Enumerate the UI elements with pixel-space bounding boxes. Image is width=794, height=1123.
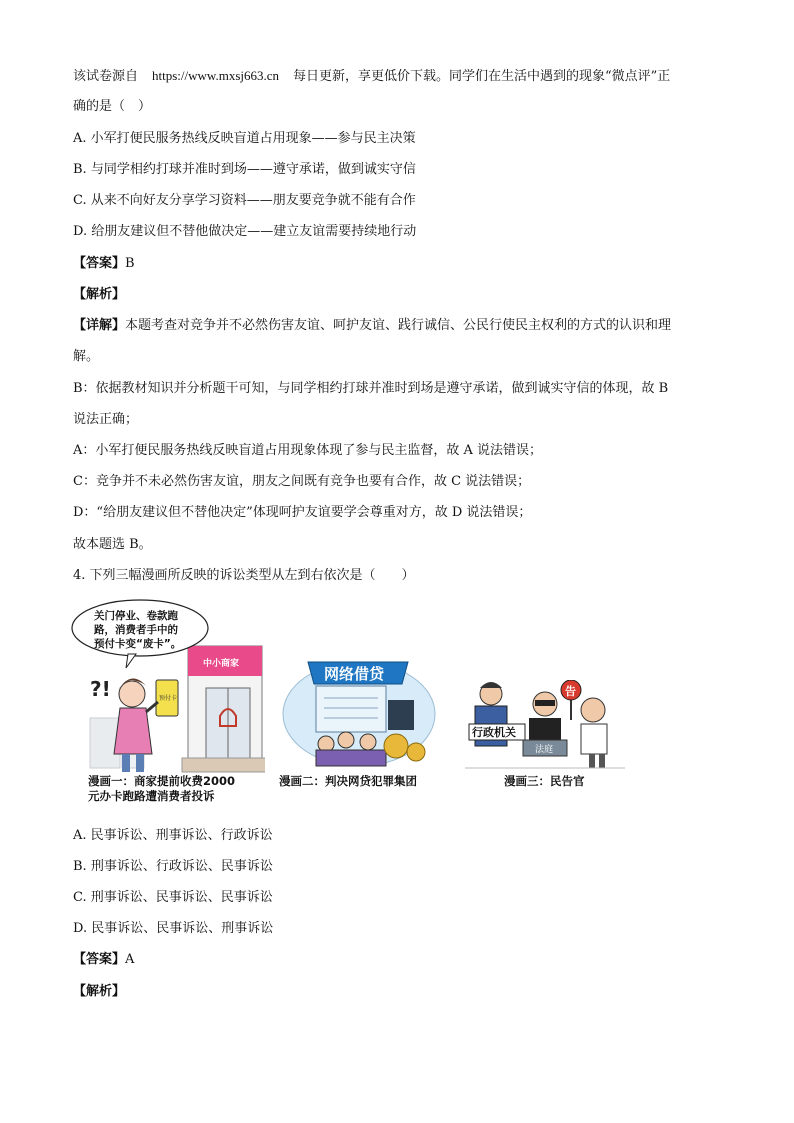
q3-stem-tail: 每日更新，享更低价下载。同学们在生活中遇到的现象“微点评”正 — [293, 69, 671, 84]
citizen-leg — [589, 754, 595, 768]
prepaid-card-text: 预付卡 — [159, 695, 178, 702]
q3-explain-line: B：依据教材知识并分析题干可知，与同学相约打球并准时到场是遵守承诺，做到诚实守信的体现，故 B — [73, 381, 669, 396]
official-hair — [480, 682, 502, 688]
q4-option-b: B. 刑事诉讼、行政诉讼、民事诉讼 — [73, 859, 273, 874]
person-head — [338, 732, 354, 748]
q4-option-a: A. 民事诉讼、刑事诉讼、行政诉讼 — [73, 828, 273, 843]
citizen-head — [581, 698, 605, 722]
answer-value: A — [125, 952, 135, 967]
q4-option-d: D. 民事诉讼、民事诉讼、刑事诉讼 — [73, 921, 274, 936]
q4-analysis-label: 【解析】 — [73, 984, 126, 999]
comic-1-illustration — [70, 598, 265, 778]
q3-explain-line: C：竞争并不未必然伤害友谊，朋友之间既有竞争也要有合作，故 C 说法错误； — [73, 474, 531, 489]
woman-leg — [122, 754, 130, 772]
bubble-line-3: 预付卡变“废卡”。 — [94, 638, 182, 650]
sue-sign-text: 告 — [565, 685, 576, 698]
person-head — [360, 734, 376, 750]
citizen-leg — [599, 754, 605, 768]
person-bodies — [316, 750, 386, 766]
confused-marks: ?! — [90, 677, 111, 701]
shop-sign-text: 中小商家 — [203, 659, 240, 669]
speech-bubble-tail — [126, 654, 136, 668]
comic-3-caption: 漫画三：民告官 — [504, 774, 585, 788]
q3-analysis-label: 【解析】 — [73, 287, 126, 302]
comic-2-illustration — [280, 656, 438, 768]
comic-1-caption-line2: 元办卡跑路遭消费者投诉 — [88, 789, 215, 803]
bubble-line-2: 路，消费者手中的 — [94, 624, 178, 636]
detail-text: 本题考查对竞争并不必然伤害友谊、呵护友谊、践行诚信、公民行使民主权利的方式的认识和理 — [125, 318, 672, 333]
comic-3-illustration — [465, 680, 625, 770]
q3-detail-line2: 解。 — [73, 349, 100, 364]
q3-explain-line: A：小军打便民服务热线反映盲道占用现象体现了参与民主监督，故 A 说法错误； — [73, 443, 543, 458]
money-bag — [407, 743, 425, 761]
source-text: 该试卷源自 — [73, 69, 139, 84]
money-bag — [384, 734, 408, 758]
comic-2-caption: 漫画二：判决网贷犯罪集团 — [279, 774, 417, 788]
citizen-body — [581, 724, 607, 754]
answer-label: 【答案】 — [73, 952, 126, 967]
q3-option-d: D. 给朋友建议但不替他做决定——建立友谊需要持续地行动 — [73, 224, 417, 239]
shop-steps — [182, 758, 265, 772]
bubble-line-1: 关门停业、卷款跑 — [94, 610, 178, 622]
banner-text: 网络借贷 — [324, 665, 385, 683]
q3-explain-line: D：“给朋友建议但不替他决定”体现呵护友谊要学会尊重对方，故 D 说法错误； — [73, 505, 532, 520]
q3-stem-line1 — [73, 66, 670, 87]
q3-option-c: C. 从来不向好友分享学习资料——朋友要竞争就不能有合作 — [73, 193, 416, 208]
source-url[interactable]: https://www.mxsj663.cn — [152, 68, 280, 83]
answer-value: B — [125, 256, 135, 271]
q3-stem-line2: 确的是（ ） — [73, 99, 152, 114]
q4-stem: 4. 下列三幅漫画所反映的诉讼类型从左到右依次是（ ） — [73, 568, 415, 583]
handcuff-block — [388, 700, 414, 730]
woman-head — [119, 681, 145, 707]
q3-explain-line: 说法正确； — [73, 412, 139, 427]
detail-label: 【详解】 — [73, 318, 126, 333]
q4-answer — [73, 950, 134, 970]
woman-leg — [136, 754, 144, 772]
q3-answer — [73, 254, 135, 274]
comic-1-caption — [88, 774, 235, 804]
answer-label: 【答案】 — [73, 256, 126, 271]
q3-option-a: A. 小军打便民服务热线反映盲道占用现象——参与民主决策 — [73, 131, 416, 146]
judge-glasses — [535, 700, 555, 706]
screen-board — [316, 686, 386, 732]
comic-1-caption-line1: 漫画一：商家提前收费2000 — [88, 774, 236, 788]
admin-sign-text: 行政机关 — [472, 726, 516, 739]
q3-option-b: B. 与同学相约打球并准时到场——遵守承诺，做到诚实守信 — [73, 162, 416, 177]
q4-option-c: C. 刑事诉讼、民事诉讼、民事诉讼 — [73, 890, 273, 905]
woman-body — [114, 708, 152, 754]
q3-detail-line1 — [73, 316, 671, 336]
q3-explain-line: 故本题选 B。 — [73, 537, 152, 552]
court-sign-text: 法庭 — [535, 745, 554, 755]
